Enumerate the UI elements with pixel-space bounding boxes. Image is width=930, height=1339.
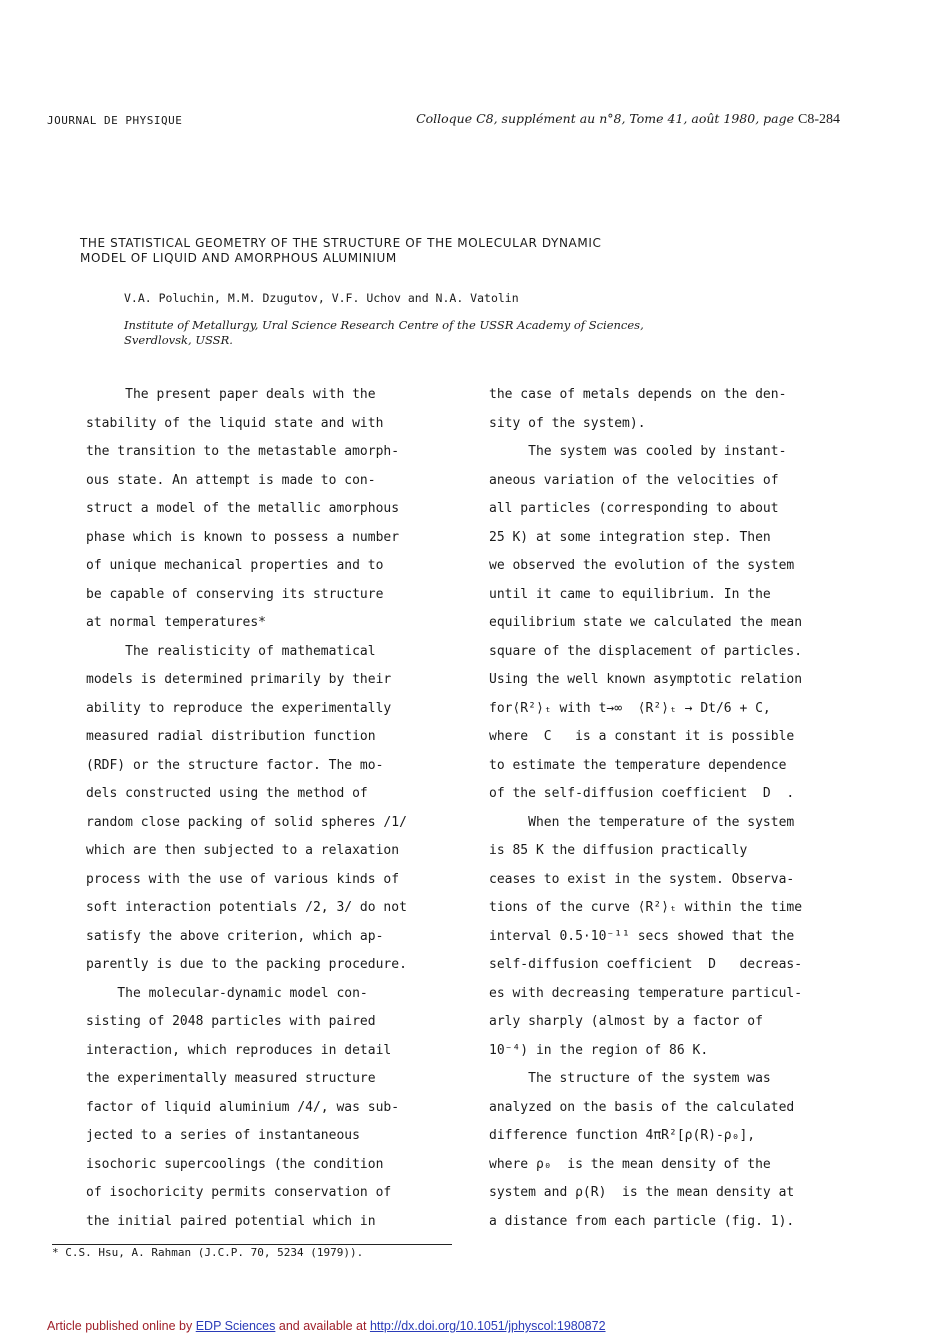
text-line: until it came to equilibrium. In the — [489, 586, 771, 602]
text-line: es with decreasing temperature particul- — [489, 985, 803, 1001]
text-line: the transition to the metastable amorph- — [86, 444, 400, 459]
text-line: a distance from each particle (fig. 1). — [489, 1213, 795, 1229]
doi-link[interactable]: http://dx.doi.org/10.1051/jphyscol:1980872 — [369, 1319, 606, 1333]
text-line: self-diffusion coefficient D decreas- — [489, 957, 803, 972]
text-line: measured radial distribution function — [86, 729, 376, 744]
text-line: analyzed on the basis of the calculated — [489, 1099, 795, 1115]
text-line: we observed the evolution of the system — [489, 558, 795, 573]
page-number: C8-284 — [798, 112, 840, 127]
citation-header — [416, 111, 840, 128]
text-line: all particles (corresponding to about — [489, 501, 779, 516]
left-column — [86, 381, 466, 1236]
text-line: jected to a series of instantaneous — [86, 1128, 360, 1143]
text-line: isochoric supercoolings (the condition — [86, 1156, 384, 1172]
text-line: dels constructed using the method of — [86, 786, 368, 801]
text-line: The structure of the system was — [489, 1071, 771, 1086]
text-line: sisting of 2048 particles with paired — [86, 1014, 376, 1029]
text-line: ceases to exist in the system. Observa- — [489, 871, 795, 887]
publication-footer — [47, 1319, 606, 1333]
journal-name: JOURNAL DE PHYSIQUE — [47, 114, 183, 127]
text-line: the case of metals depends on the den- — [489, 387, 787, 402]
text-line: interaction, which reproduces in detail — [86, 1042, 392, 1058]
text-line: models is determined primarily by their — [86, 672, 392, 687]
affiliation-line: Sverdlovsk, USSR. — [124, 333, 233, 347]
text-line: system and ρ(R) is the mean density at — [489, 1185, 795, 1200]
text-line: arly sharply (almost by a factor of — [489, 1014, 763, 1029]
text-line: where ρ₀ is the mean density of the — [489, 1156, 771, 1172]
title-line: THE STATISTICAL GEOMETRY OF THE STRUCTURE OF THE MOLECULAR DYNAMIC — [80, 236, 602, 250]
paper-title — [80, 236, 601, 266]
text-line: the initial paired potential which in — [86, 1213, 376, 1229]
text-line: interval 0.5·10⁻¹¹ secs showed that the — [489, 928, 795, 944]
text-line: the experimentally measured structure — [86, 1071, 376, 1086]
footnote-rule — [52, 1244, 452, 1245]
text-line: random close packing of solid spheres /1/ — [86, 814, 407, 830]
text-line: satisfy the above criterion, which ap- — [86, 928, 384, 944]
text-line: at normal temperatures* — [86, 615, 267, 630]
text-line: The realisticity of mathematical — [86, 643, 376, 659]
text-line: When the temperature of the system — [489, 814, 795, 830]
text-line: is 85 K the diffusion practically — [489, 843, 748, 858]
text-line: stability of the liquid state and with — [86, 415, 384, 431]
footer-prefix: Article published online by — [47, 1319, 193, 1333]
text-line: sity of the system). — [489, 415, 646, 431]
text-line: which are then subjected to a relaxation — [86, 843, 400, 858]
text-line: struct a model of the metallic amorphous — [86, 501, 400, 516]
authors: V.A. Poluchin, M.M. Dzugutov, V.F. Uchov and N.A. Vatolin — [124, 291, 519, 305]
text-line: Using the well known asymptotic relation — [489, 672, 803, 687]
text-line: difference function 4πR²[ρ(R)-ρ₀], — [489, 1128, 756, 1143]
affiliation — [124, 318, 804, 348]
text-line: ous state. An attempt is made to con- — [86, 472, 376, 488]
text-line: 25 K) at some integration step. Then — [489, 529, 771, 545]
text-line: soft interaction potentials /2, 3/ do not — [86, 900, 407, 915]
text-line: of unique mechanical properties and to — [86, 558, 384, 573]
right-column — [489, 381, 869, 1236]
text-line: (RDF) or the structure factor. The mo- — [86, 757, 384, 773]
text-line: tions of the curve ⟨R²⟩ₜ within the time — [489, 900, 803, 915]
text-line: be capable of conserving its structure — [86, 586, 384, 602]
footnote: * C.S. Hsu, A. Rahman (J.C.P. 70, 5234 (1979)). — [52, 1246, 364, 1259]
text-line: The system was cooled by instant- — [489, 444, 787, 459]
text-line: aneous variation of the velocities of — [489, 472, 779, 488]
text-line: where C is a constant it is possible — [489, 729, 795, 744]
text-line: for⟨R²⟩ₜ with t→∞ ⟨R²⟩ₜ → Dt/6 + C, — [489, 700, 771, 716]
citation-text: Colloque C8, supplément au n°8, Tome 41, août 1980, page — [416, 111, 795, 126]
text-line: The present paper deals with the — [86, 387, 376, 402]
text-line: process with the use of various kinds of — [86, 871, 400, 887]
publisher-link[interactable]: EDP Sciences — [195, 1319, 276, 1333]
affiliation-line: Institute of Metallurgy, Ural Science Research Centre of the USSR Academy of Sciences, — [124, 318, 644, 332]
text-line: equilibrium state we calculated the mean — [489, 615, 803, 630]
text-line: of isochoricity permits conservation of — [86, 1185, 392, 1200]
text-line: of the self-diffusion coefficient D . — [489, 786, 795, 801]
text-line: The molecular-dynamic model con- — [86, 985, 368, 1001]
text-line: ability to reproduce the experimentally — [86, 700, 392, 716]
title-line: MODEL OF LIQUID AND AMORPHOUS ALUMINIUM — [80, 251, 397, 265]
footer-middle: and available at — [278, 1319, 367, 1333]
text-line: 10⁻⁴) in the region of 86 K. — [489, 1042, 709, 1058]
text-line: to estimate the temperature dependence — [489, 757, 787, 773]
text-line: parently is due to the packing procedure. — [86, 957, 407, 972]
text-line: phase which is known to possess a number — [86, 529, 400, 545]
text-line: square of the displacement of particles. — [489, 643, 803, 659]
text-line: factor of liquid aluminium /4/, was sub- — [86, 1099, 400, 1115]
